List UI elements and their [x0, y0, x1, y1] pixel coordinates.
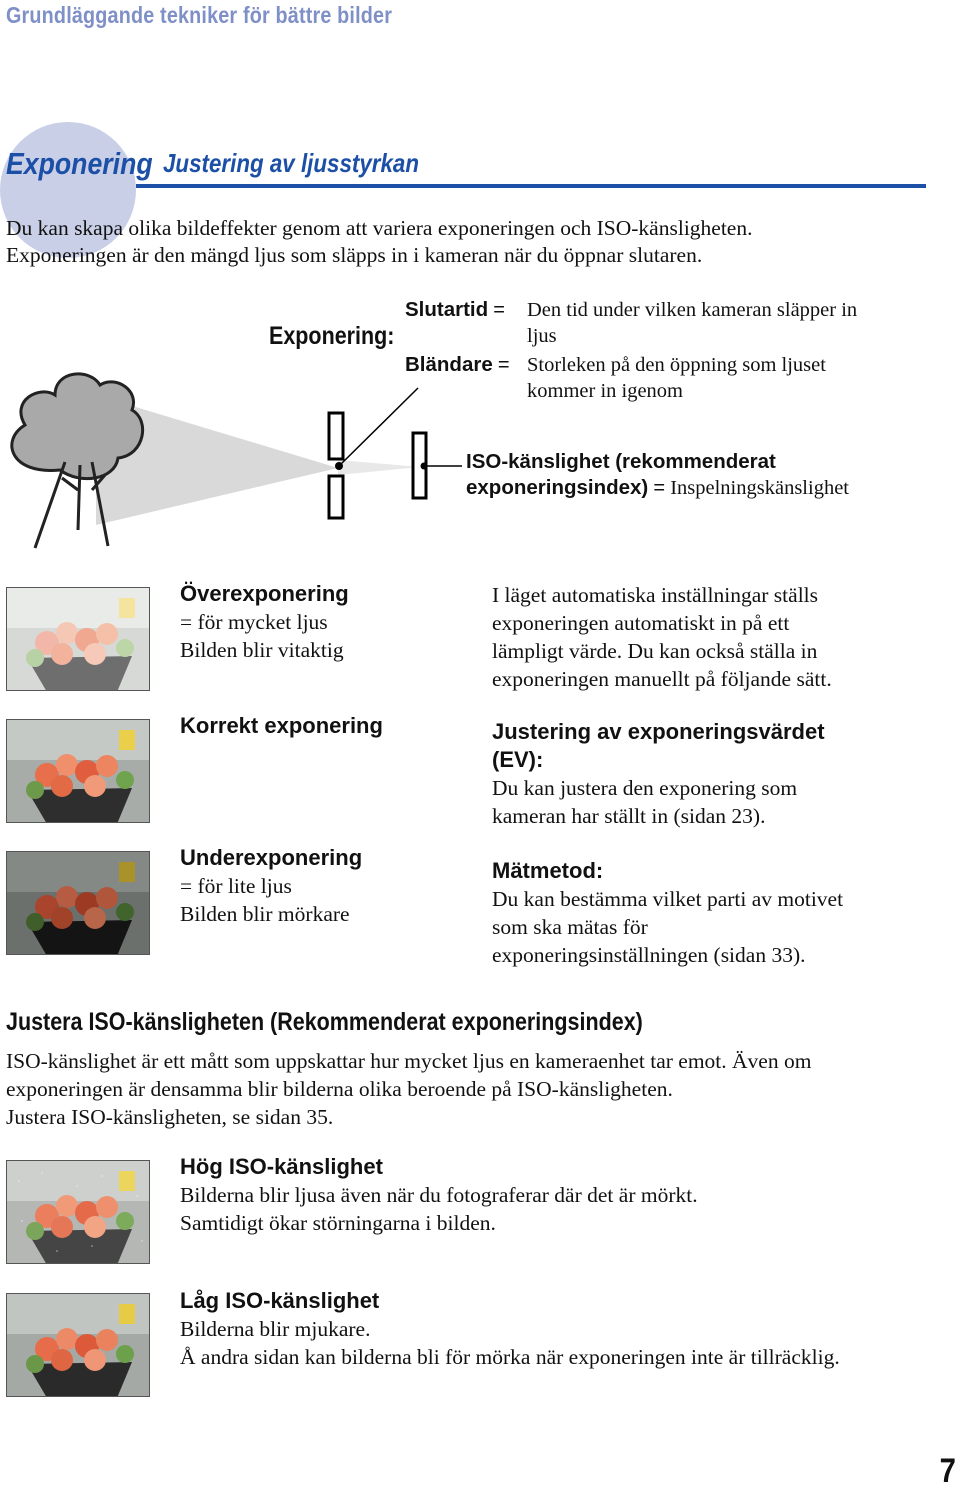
pointer-dot — [335, 462, 343, 470]
metering-block — [492, 857, 932, 969]
intro-line: Du kan skapa olika bildeffekter genom att variera exponeringen och ISO-känsligheten. — [6, 216, 753, 240]
aperture-term: Bländare — [405, 353, 493, 376]
shutter-term: Slutartid — [405, 298, 489, 321]
light-beam-inner — [338, 460, 420, 475]
ev-text-line: Du kan justera den exponering som — [492, 776, 798, 800]
low-iso-block — [180, 1287, 950, 1371]
iso-paragraph-line: ISO-känslighet är ett mått som uppskattar hur mycket ljus en kameraenhet tar emot. Även om — [6, 1049, 812, 1073]
section-title: Exponering — [6, 146, 153, 181]
exposure-label: Exponering: — [269, 322, 395, 350]
flower-photo-high-iso — [6, 1160, 150, 1264]
high-iso-text-line: Bilderna blir ljusa även när du fotograferar där det är mörkt. — [180, 1183, 698, 1207]
section-subtitle: Justering av ljusstyrkan — [163, 148, 420, 178]
aperture-definition-line: kommer in igenom — [527, 380, 684, 402]
iso-paragraph-line: Justera ISO-känsligheten, se sidan 35. — [6, 1105, 334, 1129]
shutter-term-row — [405, 297, 505, 323]
ev-title: (EV): — [492, 747, 544, 772]
low-iso-text-line: Bilderna blir mjukare. — [180, 1317, 371, 1341]
underexposure-block — [180, 844, 362, 928]
shutter-blade-bottom — [329, 476, 343, 518]
high-iso-block — [180, 1153, 940, 1237]
metering-text-line: Du kan bestämma vilket parti av motivet — [492, 887, 844, 911]
iso-definition — [466, 449, 849, 501]
aperture-equals: = — [497, 354, 510, 376]
aperture-definition — [527, 352, 826, 404]
page-number: 7 — [939, 1452, 956, 1490]
intro-paragraph — [6, 215, 926, 269]
iso-paragraph-line: exponeringen är densamma blir bilderna olika beroende på ISO-känsligheten. — [6, 1077, 673, 1101]
shutter-definition — [527, 297, 857, 349]
section-rule — [136, 184, 926, 188]
aperture-definition-line: Storleken på den öppning som ljuset — [527, 354, 826, 376]
underexposure-title: Underexponering — [180, 845, 363, 870]
exposure-diagram — [0, 290, 960, 560]
low-iso-title: Låg ISO-känslighet — [180, 1288, 380, 1313]
ev-title: Justering av exponeringsvärdet — [492, 719, 825, 744]
metering-text-line: exponeringsinställningen (sidan 33). — [492, 943, 806, 967]
auto-settings-line: I läget automatiska inställningar ställs — [492, 583, 819, 607]
pointer-line — [339, 388, 418, 466]
shutter-blade-top — [329, 413, 343, 459]
flower-photo-low-iso — [6, 1293, 150, 1397]
iso-term-line: exponeringsindex) — [466, 476, 649, 499]
iso-definition-text: Inspelningskänslighet — [670, 477, 849, 499]
auto-settings-paragraph — [492, 581, 932, 693]
ev-text-line: kameran har ställt in (sidan 23). — [492, 804, 766, 828]
low-iso-text-line: Å andra sidan kan bilderna bli för mörka när exponeringen inte är tillräcklig. — [180, 1345, 840, 1369]
high-iso-text-line: Samtidigt ökar störningarna i bilden. — [180, 1211, 496, 1235]
iso-equals: = — [653, 477, 666, 499]
shutter-definition-line: ljus — [527, 325, 557, 347]
overexposure-line: = för mycket ljus — [180, 610, 328, 634]
high-iso-title: Hög ISO-känslighet — [180, 1154, 383, 1179]
correct-exposure-block — [180, 712, 383, 740]
flower-photo-underexposed — [6, 851, 150, 955]
sensor-pointer-dot — [421, 463, 428, 470]
flower-photo-overexposed — [6, 587, 150, 691]
metering-title: Mätmetod: — [492, 858, 604, 883]
overexposure-title: Överexponering — [180, 581, 349, 606]
overexposure-line: Bilden blir vitaktig — [180, 638, 344, 662]
intro-line: Exponeringen är den mängd ljus som släpps in i kameran när du öppnar slutaren. — [6, 243, 703, 267]
auto-settings-line: exponeringen manuellt på följande sätt. — [492, 667, 832, 691]
iso-section-paragraph — [6, 1047, 946, 1131]
flower-photo-correct — [6, 719, 150, 823]
iso-term-line: ISO-känslighet (rekommenderat — [466, 450, 776, 473]
correct-exposure-title: Korrekt exponering — [180, 713, 383, 738]
overexposure-block — [180, 580, 349, 664]
auto-settings-line: exponeringen automatiskt in på ett — [492, 611, 790, 635]
aperture-term-row — [405, 352, 510, 378]
shutter-definition-line: Den tid under vilken kameran släpper in — [527, 299, 858, 321]
metering-text-line: som ska mätas för — [492, 915, 648, 939]
iso-section-heading: Justera ISO-känsligheten (Rekommenderat exponeringsindex) — [6, 1008, 643, 1036]
underexposure-line: Bilden blir mörkare — [180, 902, 350, 926]
shutter-equals: = — [493, 299, 505, 321]
ev-adjustment-block — [492, 718, 932, 830]
auto-settings-line: lämpligt värde. Du kan också ställa in — [492, 639, 818, 663]
running-head: Grundläggande tekniker för bättre bilder — [6, 2, 393, 28]
underexposure-line: = för lite ljus — [180, 874, 292, 898]
